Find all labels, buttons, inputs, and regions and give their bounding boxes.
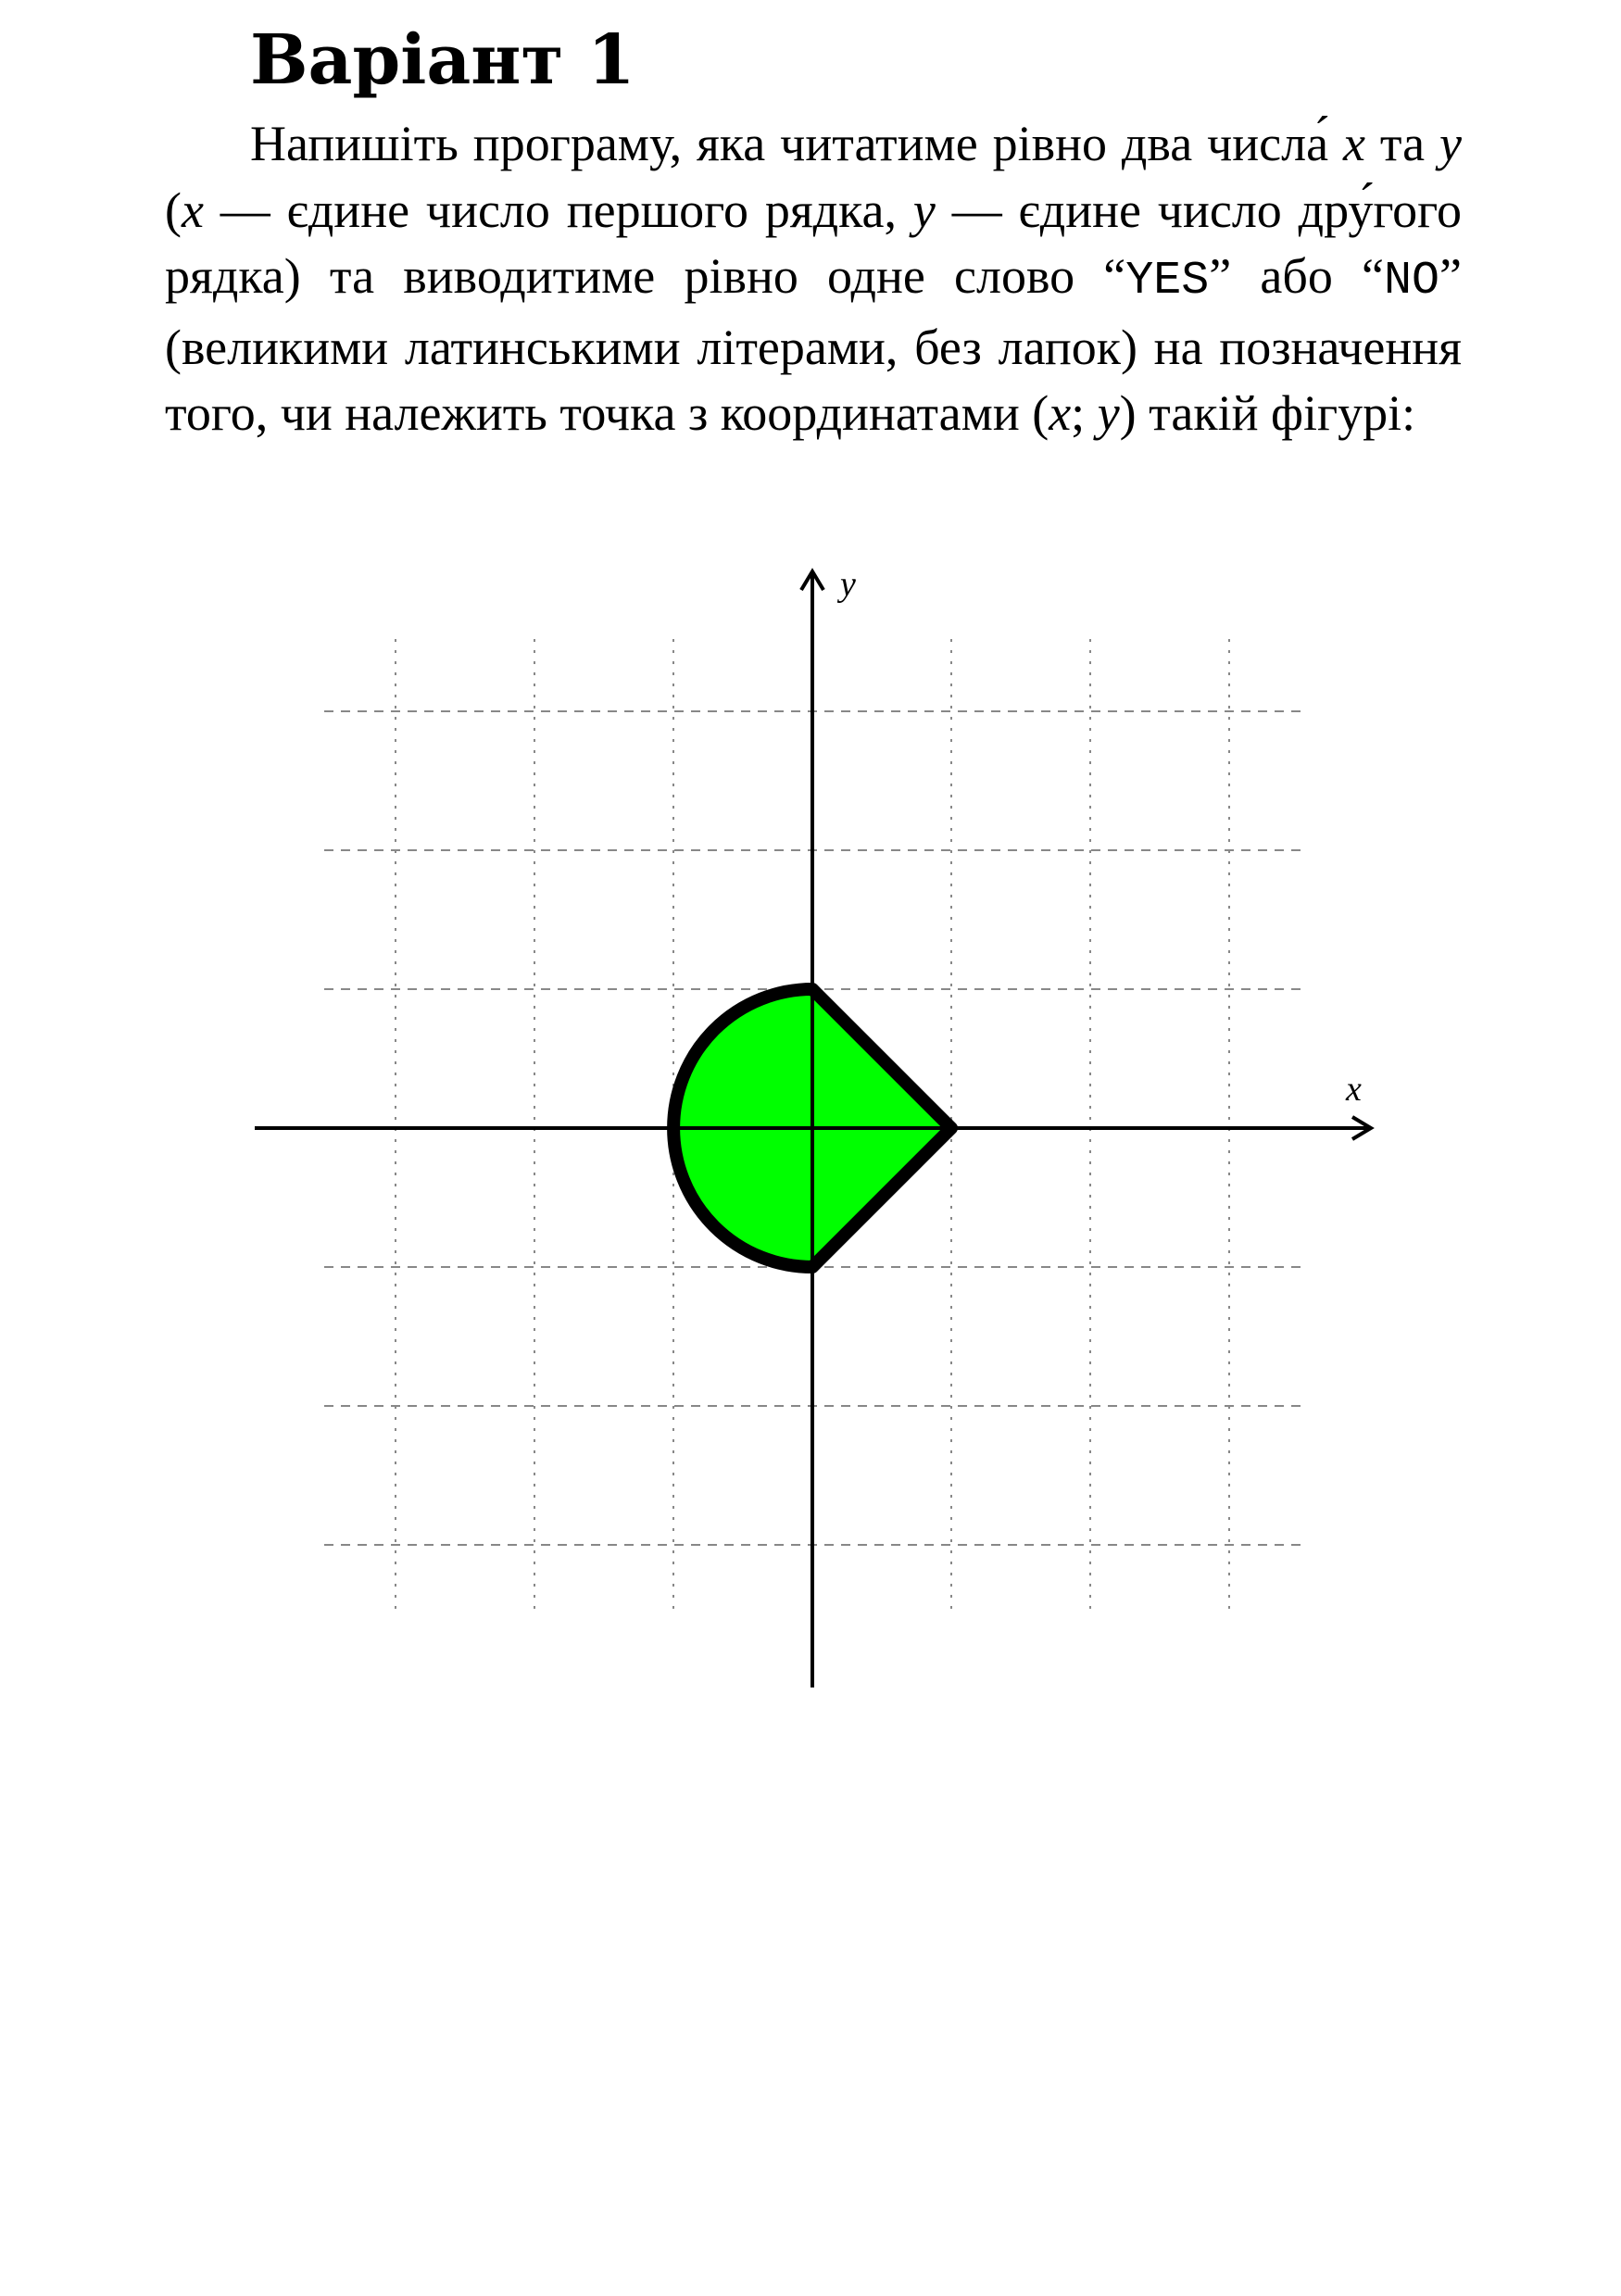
- no-word: NO: [1384, 255, 1440, 307]
- yes-word: YES: [1125, 255, 1210, 307]
- y-axis-label: y: [840, 565, 856, 604]
- text-part: ;: [1071, 385, 1098, 441]
- variable-y: y: [1439, 116, 1463, 171]
- x-axis-label: x: [1346, 1070, 1362, 1109]
- axes: [255, 571, 1371, 1687]
- text-part: ) такій фігурі:: [1119, 385, 1416, 441]
- text-part: (: [165, 182, 182, 238]
- text-part: — єдине число першого рядка,: [203, 182, 913, 238]
- text-part: ” (великими латинськими літерами, без лапок) на позначення того, чи належить точка з координатами (: [165, 248, 1462, 441]
- text-part: та: [1364, 116, 1440, 171]
- text-part: — єдине число дру́гого рядка) та виводитиме рівно одне слово “: [165, 182, 1462, 304]
- page-title: Варіант 1: [250, 20, 635, 100]
- variable-x: x: [1342, 116, 1365, 171]
- variable-y: y: [912, 182, 936, 238]
- text-part: Напишіть програму, яка читатиме рівно два числа́: [250, 116, 1329, 171]
- variable-x: x: [181, 182, 204, 238]
- text-part: ” або “: [1209, 248, 1385, 304]
- variable-x: x: [1049, 385, 1072, 441]
- variable-y: y: [1097, 385, 1120, 441]
